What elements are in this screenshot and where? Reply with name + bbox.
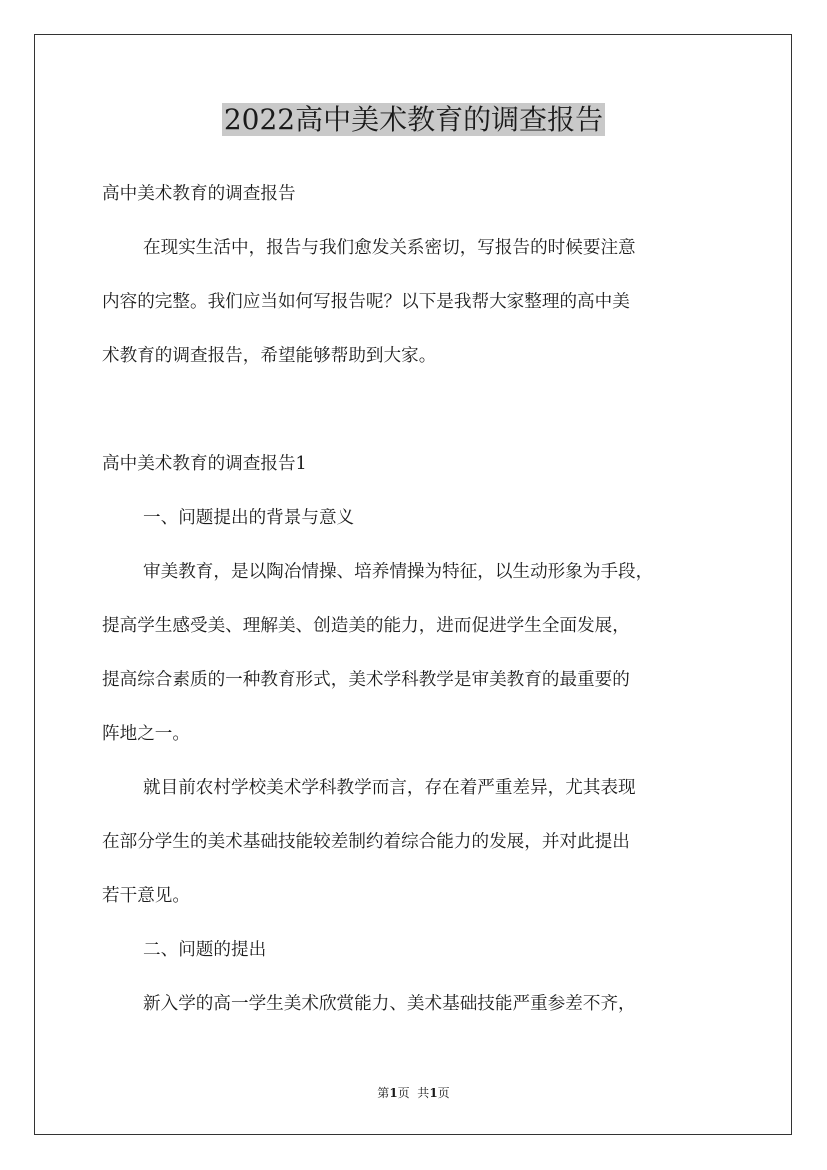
document-title [0,100,827,140]
paragraph-line: 阵地之一。 [102,724,190,744]
subsection-heading: 一、问题提出的背景与意义 [143,508,355,528]
paragraph-line: 提高学生感受美、理解美、创造美的能力，进而促进学生全面发展， [102,616,630,636]
footer-page-total: 1 [429,1086,438,1100]
paragraph-line: 在部分学生的美术基础技能较差制约着综合能力的发展，并对此提出 [102,832,630,852]
paragraph-line: 若干意见。 [102,886,190,906]
paragraph-line: 在现实生活中，报告与我们愈发关系密切，写报告的时候要注意 [143,238,636,258]
footer-page-suffix: 页 [437,1086,450,1100]
paragraph-line: 术教育的调查报告，希望能够帮助到大家。 [102,346,437,366]
subsection-heading: 二、问题的提出 [143,940,267,960]
paragraph-line: 新入学的高一学生美术欣赏能力、美术基础技能严重参差不齐， [143,994,636,1014]
page-footer [0,1085,827,1101]
paragraph-line: 审美教育，是以陶冶情操、培养情操为特征，以生动形象为手段， [143,562,654,582]
paragraph-line: 内容的完整。我们应当如何写报告呢？以下是我帮大家整理的高中美 [102,292,630,312]
paragraph-line: 提高综合素质的一种教育形式，美术学科教学是审美教育的最重要的 [102,670,630,690]
section-heading: 高中美术教育的调查报告1 [102,454,307,474]
footer-page-mid: 页 共 [397,1086,430,1100]
footer-page-prefix: 第 [377,1086,390,1100]
document-title-text: 2022高中美术教育的调查报告 [223,103,604,136]
paragraph-line: 就目前农村学校美术学科教学而言，存在着严重差异，尤其表现 [143,778,636,798]
footer-page-number: 1 [389,1086,398,1100]
section-heading: 高中美术教育的调查报告 [102,184,296,204]
